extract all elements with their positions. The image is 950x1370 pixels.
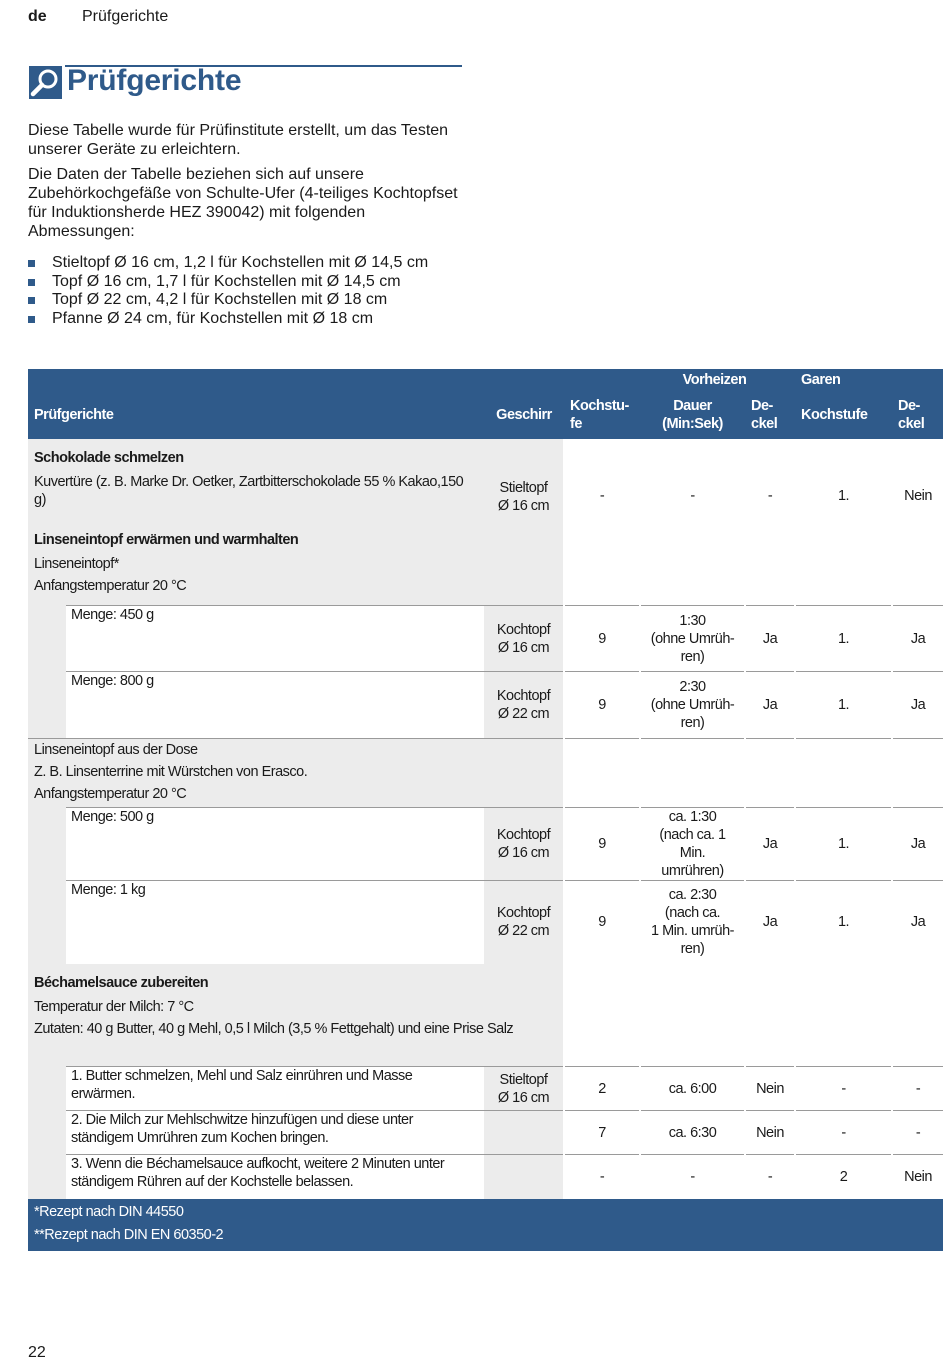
cookware: Ø 16 cm <box>497 498 550 514</box>
table-row <box>28 606 943 672</box>
bullet-square-icon <box>28 297 35 304</box>
section-title: Schokolade schmelzen <box>34 450 184 466</box>
indent-cell <box>28 672 66 739</box>
section-cell <box>28 439 484 521</box>
cell-deckel: Nein <box>745 1067 795 1111</box>
cell-garen-deckel: Ja <box>892 807 943 880</box>
test-dishes-table <box>28 369 943 1251</box>
cell-stufe: - <box>564 1155 640 1199</box>
header-pruefgerichte: Prüfgerichte <box>28 391 484 439</box>
running-header: Prüfgerichte <box>82 8 169 25</box>
duration: (ohne Umrüh- <box>650 696 735 713</box>
quantity: Menge: 450 g <box>66 606 484 672</box>
cell-dauer: - <box>640 439 745 521</box>
indent-cell <box>28 606 66 672</box>
duration: 1 Min. umrüh- <box>651 923 734 940</box>
header-garen-kochstufe: Kochstufe <box>795 391 892 439</box>
bullet-square-icon <box>28 260 35 267</box>
cookware: Ø 16 cm <box>497 844 550 861</box>
cookware: Ø 16 cm <box>497 1089 550 1106</box>
cell-garen-stufe: 1. <box>795 606 892 672</box>
bullet-square-icon <box>28 279 35 286</box>
indent-cell <box>28 807 66 880</box>
cell-stufe: 9 <box>564 807 640 880</box>
cell-garen-deckel: Nein <box>892 439 943 521</box>
cell-garen-deckel: - <box>892 1111 943 1155</box>
cell-dauer <box>640 964 745 1067</box>
duration: 2:30 <box>679 678 706 695</box>
cell-dauer <box>640 672 745 739</box>
cell-garen-stufe: 1. <box>795 672 892 739</box>
header-vorheizen <box>640 369 795 391</box>
list-item <box>28 273 468 292</box>
cell-garen-stufe: 2 <box>795 1155 892 1199</box>
cell-geschirr <box>484 807 564 880</box>
cell-garen-stufe: 1. <box>795 880 892 964</box>
cell-dauer: - <box>640 1155 745 1199</box>
cell-deckel <box>745 738 795 807</box>
magnifier-icon <box>29 66 62 99</box>
dish-description: Zutaten: 40 g Butter, 40 g Mehl, 0,5 l Milch (3,5 % Fettgehalt) und eine Prise Salz <box>34 1021 514 1037</box>
cell-geschirr <box>484 672 564 739</box>
cell-garen-stufe <box>795 738 892 807</box>
duration: Min. umrühren) <box>661 844 724 879</box>
quantity: Menge: 800 g <box>66 672 484 739</box>
duration: (nach ca. <box>664 905 721 922</box>
table-row <box>28 738 943 807</box>
cookware: Kochtopf <box>496 687 551 704</box>
indent-cell <box>28 1111 66 1155</box>
cell-dauer: ca. 6:30 <box>640 1111 745 1155</box>
cell-deckel: - <box>745 439 795 521</box>
cell-stufe: 7 <box>564 1111 640 1155</box>
cell-garen-deckel: Ja <box>892 880 943 964</box>
header-kochstufe <box>564 391 640 439</box>
cell-garen-deckel: Nein <box>892 1155 943 1199</box>
cell-geschirr <box>484 738 564 807</box>
header-text: ckel <box>898 416 925 432</box>
page-number: 22 <box>28 1344 46 1361</box>
dish-description: Z. B. Linsenterrine mit Würstchen von Erasco. <box>34 763 308 780</box>
cell-garen-stufe: - <box>795 1111 892 1155</box>
cell-geschirr <box>484 1067 564 1111</box>
sub-section-cell <box>28 738 484 807</box>
indent-cell <box>28 1155 66 1199</box>
list-item <box>28 310 468 329</box>
cell-geschirr <box>484 439 564 521</box>
language-code: de <box>28 8 47 25</box>
table-row <box>28 807 943 880</box>
cell-dauer <box>640 880 745 964</box>
table-row <box>28 880 943 964</box>
table-header-group-row <box>28 369 943 391</box>
duration: ren) <box>680 941 705 958</box>
cell-dauer: ca. 6:00 <box>640 1067 745 1111</box>
footnotes <box>28 1199 943 1251</box>
list-item-text: Topf Ø 16 cm, 1,7 l für Kochstellen mit Ø 14,5 cm <box>52 272 401 290</box>
cell-deckel: Ja <box>745 672 795 739</box>
cookware: Ø 22 cm <box>497 923 550 940</box>
cell-dauer <box>640 521 745 606</box>
header-text: Vorheizen <box>682 372 747 388</box>
footnote: **Rezept nach DIN EN 60350-2 <box>34 1226 224 1243</box>
quantity: Menge: 1 kg <box>66 880 484 964</box>
cell-deckel: - <box>745 1155 795 1199</box>
cell-stufe <box>564 738 640 807</box>
cell-dauer <box>640 807 745 880</box>
list-item <box>28 291 468 310</box>
section-title: Béchamelsauce zubereiten <box>34 975 209 991</box>
header-text: (Min:Sek) <box>662 416 723 432</box>
duration: (ohne Umrüh- <box>650 630 735 647</box>
section-title: Linseneintopf erwärmen und warmhalten <box>34 532 299 548</box>
cell-deckel: Ja <box>745 880 795 964</box>
header-text: De- <box>898 398 920 414</box>
cell-stufe: - <box>564 439 640 521</box>
duration: 1:30 <box>679 612 706 629</box>
cell-garen-deckel: Ja <box>892 606 943 672</box>
table-footer-row <box>28 1199 943 1251</box>
cell-garen-stufe <box>795 521 892 606</box>
cell-geschirr <box>484 1155 564 1199</box>
indent-cell <box>28 1067 66 1111</box>
dish-description: Linseneintopf* <box>34 556 119 572</box>
cell-deckel <box>745 521 795 606</box>
cell-deckel <box>745 964 795 1067</box>
cookware: Ø 22 cm <box>497 705 550 722</box>
cell-stufe <box>564 964 640 1067</box>
cookware: Kochtopf <box>496 621 551 638</box>
footnote: *Rezept nach DIN 44550 <box>34 1203 184 1220</box>
list-item-text: Stieltopf Ø 16 cm, 1,2 l für Kochstellen mit Ø 14,5 cm <box>52 254 429 271</box>
step-text: 1. Butter schmelzen, Mehl und Salz einrühren und Masse erwärmen. <box>66 1067 484 1111</box>
table-row <box>28 1111 943 1155</box>
duration: ren) <box>680 714 705 731</box>
step-text: 3. Wenn die Béchamelsauce aufkocht, weitere 2 Minuten unter ständigem Rühren auf der Kochstelle belassen. <box>66 1155 484 1199</box>
quantity: Menge: 500 g <box>66 807 484 880</box>
list-item-text: Topf Ø 22 cm, 4,2 l für Kochstellen mit Ø 18 cm <box>52 291 388 309</box>
header-text: Kochstu- <box>570 398 629 414</box>
cell-stufe: 9 <box>564 880 640 964</box>
table-row <box>28 672 943 739</box>
header-text: Garen <box>801 372 841 388</box>
cell-geschirr <box>484 606 564 672</box>
cell-deckel: Nein <box>745 1111 795 1155</box>
page-title: Prüfgerichte <box>67 64 242 97</box>
intro-paragraph-1: Diese Tabelle wurde für Prüfinstitute erstellt, um das Testen unserer Geräte zu erleichtern. <box>28 122 449 158</box>
cookware: Ø 16 cm <box>497 639 550 656</box>
cell-garen-deckel <box>892 738 943 807</box>
duration: ren) <box>680 648 705 665</box>
header-deckel <box>745 391 795 439</box>
table-header-row <box>28 391 943 439</box>
cell-stufe: 9 <box>564 672 640 739</box>
cell-stufe: 2 <box>564 1067 640 1111</box>
header-text: De- <box>751 398 773 414</box>
header-geschirr: Geschirr <box>484 391 564 439</box>
section-cell <box>28 964 564 1067</box>
cell-dauer <box>640 738 745 807</box>
list-item-text: Pfanne Ø 24 cm, für Kochstellen mit Ø 18 cm <box>52 309 374 327</box>
cell-stufe: 9 <box>564 606 640 672</box>
cell-garen-deckel: Ja <box>892 672 943 739</box>
cell-garen-stufe: 1. <box>795 807 892 880</box>
cell-garen-deckel: - <box>892 1067 943 1111</box>
cell-dauer <box>640 606 745 672</box>
step-text: 2. Die Milch zur Mehlschwitze hinzufügen und diese unter ständigem Umrühren zum Kochen bringen. <box>66 1111 484 1155</box>
cell-deckel: Ja <box>745 606 795 672</box>
cell-geschirr <box>484 1111 564 1155</box>
table-row <box>28 521 943 606</box>
cell-garen-stufe <box>795 964 892 1067</box>
duration: (nach ca. 1 <box>659 826 726 843</box>
table-row <box>28 1067 943 1111</box>
cell-stufe <box>564 521 640 606</box>
dish-description: Linseneintopf aus der Dose <box>34 741 198 758</box>
table-row <box>28 1155 943 1199</box>
indent-cell <box>28 880 66 964</box>
bullet-square-icon <box>28 316 35 323</box>
cell-geschirr <box>484 880 564 964</box>
intro-paragraph-2: Die Daten der Tabelle beziehen sich auf unsere Zubehörkochgefäße von Schulte-Ufer (4-teiliges Kochtopfset für Induktionsherde HEZ 390042) mit folgenden Abmessungen: <box>28 166 458 240</box>
list-item <box>28 254 468 273</box>
cell-deckel: Ja <box>745 807 795 880</box>
cell-gesch <box>484 521 564 606</box>
duration: ca. 1:30 <box>668 808 717 825</box>
dish-description: Anfangstemperatur 20 °C <box>34 785 187 802</box>
cookware: Kochtopf <box>496 905 551 922</box>
table-row <box>28 964 943 1067</box>
table-row <box>28 439 943 521</box>
cookware: Stieltopf <box>499 1071 548 1088</box>
dish-description: Anfangstemperatur 20 °C <box>34 578 187 594</box>
header-dauer <box>640 391 745 439</box>
header-text: fe <box>570 416 582 432</box>
cookware: Stieltopf <box>499 480 548 496</box>
cookware-list <box>28 254 468 328</box>
header-text: ckel <box>751 416 778 432</box>
header-text: Dauer <box>673 398 712 414</box>
duration: ca. 2:30 <box>668 887 717 904</box>
cell-garen-stufe: - <box>795 1067 892 1111</box>
dish-description: Temperatur der Milch: 7 °C <box>34 999 194 1015</box>
cell-garen-deckel <box>892 521 943 606</box>
header-garen <box>795 369 943 391</box>
dish-description: Kuvertüre (z. B. Marke Dr. Oetker, Zartbitterschokolade 55 % Kakao,150 g) <box>34 474 464 508</box>
cell-garen-stufe: 1. <box>795 439 892 521</box>
section-cell <box>28 521 484 606</box>
cell-garen-deckel <box>892 964 943 1067</box>
cookware: Kochtopf <box>496 826 551 843</box>
header-garen-deckel <box>892 391 943 439</box>
